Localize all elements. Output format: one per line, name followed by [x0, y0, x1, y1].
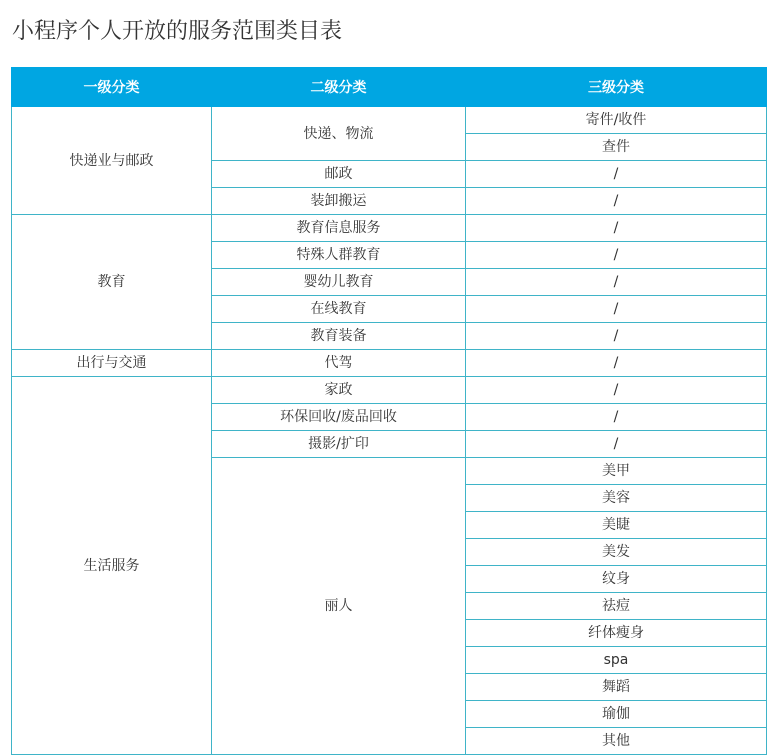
cell-level-3: 美睫	[466, 512, 767, 539]
cell-level-3: /	[466, 404, 767, 431]
cell-level-2: 婴幼儿教育	[212, 269, 466, 296]
cell-level-1: 教育	[12, 215, 212, 350]
header-level-3: 三级分类	[466, 68, 767, 107]
cell-level-3: /	[466, 242, 767, 269]
cell-level-3: 瑜伽	[466, 701, 767, 728]
cell-level-2: 教育装备	[212, 323, 466, 350]
cell-level-3: spa	[466, 647, 767, 674]
cell-level-3: /	[466, 269, 767, 296]
cell-level-2: 在线教育	[212, 296, 466, 323]
header-level-2: 二级分类	[212, 68, 466, 107]
cell-level-2: 丽人	[212, 458, 466, 755]
table-row	[12, 215, 767, 242]
cell-level-3: /	[466, 350, 767, 377]
cell-level-3: 寄件/收件	[466, 107, 767, 134]
cell-level-3: 美容	[466, 485, 767, 512]
cell-level-2: 装卸搬运	[212, 188, 466, 215]
cell-level-3: /	[466, 215, 767, 242]
cell-level-3: 祛痘	[466, 593, 767, 620]
cell-level-3: 其他	[466, 728, 767, 755]
cell-level-2: 教育信息服务	[212, 215, 466, 242]
table-row	[12, 107, 767, 134]
cell-level-3: /	[466, 161, 767, 188]
header-level-1: 一级分类	[12, 68, 212, 107]
table-row	[12, 350, 767, 377]
cell-level-2: 代驾	[212, 350, 466, 377]
page-title: 小程序个人开放的服务范围类目表	[12, 19, 343, 44]
cell-level-1: 出行与交通	[12, 350, 212, 377]
cell-level-3: /	[466, 431, 767, 458]
cell-level-3: /	[466, 188, 767, 215]
cell-level-3: /	[466, 323, 767, 350]
cell-level-1: 生活服务	[12, 377, 212, 755]
cell-level-3: 美发	[466, 539, 767, 566]
cell-level-2: 摄影/扩印	[212, 431, 466, 458]
cell-level-2: 快递、物流	[212, 107, 466, 161]
cell-level-3: 纤体瘦身	[466, 620, 767, 647]
cell-level-3: /	[466, 296, 767, 323]
cell-level-3: 查件	[466, 134, 767, 161]
category-table	[11, 67, 767, 755]
cell-level-2: 特殊人群教育	[212, 242, 466, 269]
cell-level-3: 舞蹈	[466, 674, 767, 701]
cell-level-1: 快递业与邮政	[12, 107, 212, 215]
cell-level-2: 环保回收/废品回收	[212, 404, 466, 431]
cell-level-3: 纹身	[466, 566, 767, 593]
cell-level-2: 家政	[212, 377, 466, 404]
cell-level-3: /	[466, 377, 767, 404]
table-body	[12, 107, 767, 755]
table-row	[12, 377, 767, 404]
cell-level-3: 美甲	[466, 458, 767, 485]
cell-level-2: 邮政	[212, 161, 466, 188]
table-header-row	[12, 68, 767, 107]
